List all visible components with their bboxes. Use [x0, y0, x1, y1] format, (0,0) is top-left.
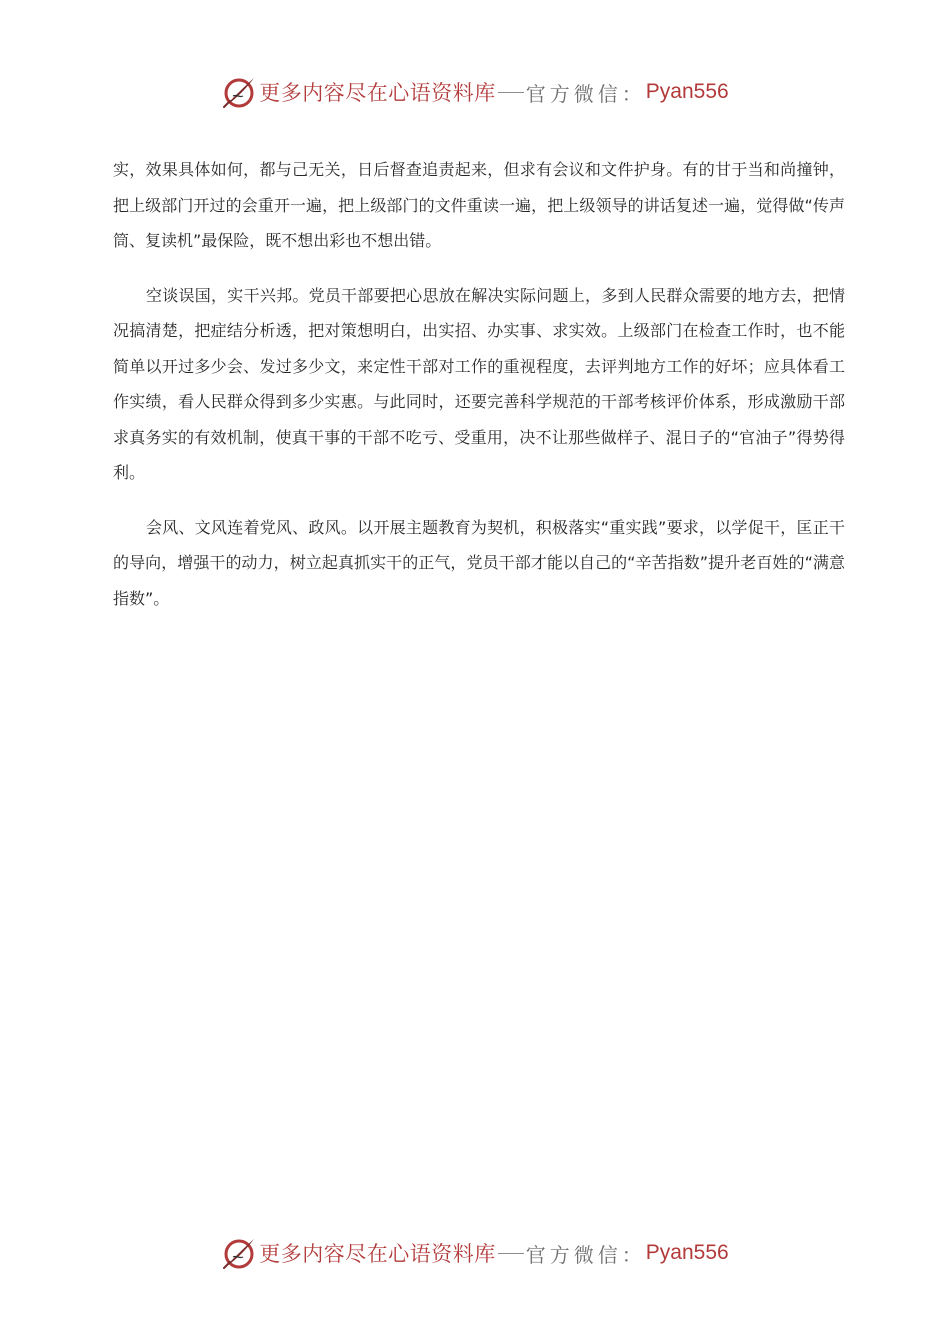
footer-banner — [0, 1233, 950, 1273]
banner-wechat-label: 官方微信： — [525, 1242, 646, 1267]
article-body — [113, 152, 845, 635]
paragraph-2: 空谈误国，实干兴邦。党员干部要把心思放在解决实际问题上，多到人民群众需要的地方去，把情况搞清楚，把症结分析透，把对策想明白，出实招、办实事、求实效。上级部门在检查工作时，也不能简单以开过多少会、发过多少文，来定性干部对工作的重视程度，去评判地方工作的好坏；应具体看工作实绩，看人民群众得到多少实惠。与此同时，还要完善科学规范的干部考核评价体系，形成激励干部求真务实的有效机制，使真干事的干部不吃亏、受重用，决不让那些做样子、混日子的“官油子”得势得利。 — [113, 285, 845, 482]
paragraph-3: 会风、文风连着党风、政风。以开展主题教育为契机，积极落实“重实践”要求，以学促干，匡正干的导向，增强干的动力，树立起真抓实干的正气，党员干部才能以自己的“辛苦指数”提升老百姓的“满意指数”。 — [113, 517, 845, 608]
banner-wechat-id: Pyan556 — [645, 1241, 729, 1264]
header-banner — [0, 72, 950, 112]
banner-dash — [498, 92, 524, 93]
quill-logo-icon — [221, 74, 257, 110]
banner-dash — [498, 1253, 524, 1254]
banner-title: 更多内容尽在心语资料库 — [259, 1242, 496, 1266]
banner-title: 更多内容尽在心语资料库 — [259, 81, 496, 105]
quill-logo-icon — [221, 1235, 257, 1271]
banner-wechat-label: 官方微信： — [525, 81, 646, 106]
paragraph-1: 实，效果具体如何，都与己无关，日后督查追责起来，但求有会议和文件护身。有的甘于当和尚撞钟，把上级部门开过的会重开一遍，把上级部门的文件重读一遍，把上级领导的讲话复述一遍，觉得做“传声筒、复读机”最保险，既不想出彩也不想出错。 — [113, 160, 845, 250]
banner-wechat-id: Pyan556 — [645, 80, 729, 103]
